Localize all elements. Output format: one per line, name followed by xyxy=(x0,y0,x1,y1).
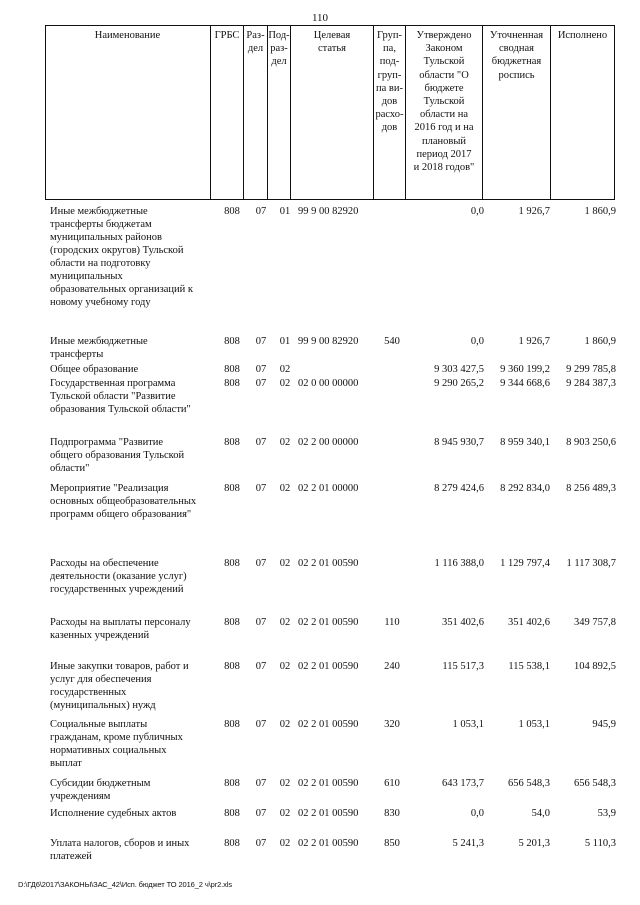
row-name: Иные межбюджетные трансферты xyxy=(50,336,148,360)
row-grbs: 808 xyxy=(224,558,240,569)
row-name: Расходы на обеспечение деятельности (оказание услуг) государственных учреждений xyxy=(50,558,187,595)
row-grbs: 808 xyxy=(224,437,240,448)
header-utochnennaya: Уточненная сводная бюджетная роспись xyxy=(489,30,544,81)
row-celevaya: 02 2 01 00590 xyxy=(298,808,359,819)
row-name: Исполнение судебных актов xyxy=(50,808,177,819)
header-podrazdel: Под- раз- дел xyxy=(268,30,290,68)
row-podrazdel: 02 xyxy=(279,437,291,448)
row-celevaya: 02 2 01 00590 xyxy=(298,778,359,789)
row-grbs: 808 xyxy=(224,336,240,347)
row-utverzhdeno: 115 517,3 xyxy=(442,661,484,672)
row-utverzhdeno: 5 241,3 xyxy=(452,838,484,849)
row-vid: 850 xyxy=(384,838,400,849)
row-vid: 110 xyxy=(384,617,400,628)
row-vid: 540 xyxy=(384,336,400,347)
row-name: Уплата налогов, сборов и иных платежей xyxy=(50,838,190,862)
row-celevaya: 02 2 01 00590 xyxy=(298,838,359,849)
row-grbs: 808 xyxy=(224,661,240,672)
header-bottom-border xyxy=(45,199,615,200)
row-grbs: 808 xyxy=(224,778,240,789)
row-utochnennaya: 5 201,3 xyxy=(518,838,550,849)
row-utverzhdeno: 8 945 930,7 xyxy=(434,437,484,448)
row-utochnennaya: 8 959 340,1 xyxy=(500,437,550,448)
row-ispolneno: 104 892,5 xyxy=(574,661,616,672)
row-name: Общее образование xyxy=(50,364,139,375)
row-name: Иные межбюджетные трансферты бюджетам муниципальных районов (городских округов) Тульской области на подготовку муниципальных образовательных организаций к новому учебному году xyxy=(50,206,193,308)
row-ispolneno: 53,9 xyxy=(597,808,616,819)
row-celevaya: 02 2 01 00590 xyxy=(298,719,359,730)
header-utverzhdeno: Утверждено Законом Тульской области "О бюджете Тульской области на 2016 год и на плановый период 2017 и 2018 годов" xyxy=(413,30,475,174)
table-header xyxy=(45,25,615,200)
row-celevaya: 02 2 01 00000 xyxy=(298,483,359,494)
row-razdel: 07 xyxy=(255,364,267,375)
row-ispolneno: 945,9 xyxy=(592,719,616,730)
row-razdel: 07 xyxy=(255,778,267,789)
row-ispolneno: 9 284 387,3 xyxy=(566,378,616,389)
row-utochnennaya: 351 402,6 xyxy=(508,617,550,628)
row-utochnennaya: 9 344 668,6 xyxy=(500,378,550,389)
row-grbs: 808 xyxy=(224,378,240,389)
header-divider xyxy=(45,25,46,200)
row-podrazdel: 02 xyxy=(279,838,291,849)
row-razdel: 07 xyxy=(255,206,267,217)
header-top-border xyxy=(45,25,615,26)
row-ispolneno: 8 903 250,6 xyxy=(566,437,616,448)
row-celevaya: 02 0 00 00000 xyxy=(298,378,359,389)
row-grbs: 808 xyxy=(224,364,240,375)
header-ispolneno: Исполнено xyxy=(557,30,608,41)
row-grbs: 808 xyxy=(224,838,240,849)
header-name: Наименование xyxy=(94,30,161,41)
header-divider xyxy=(614,25,615,200)
row-celevaya: 99 9 00 82920 xyxy=(298,206,359,217)
row-utverzhdeno: 9 290 265,2 xyxy=(434,378,484,389)
row-name: Государственная программа Тульской области "Развитие образования Тульской области" xyxy=(50,378,191,415)
row-podrazdel: 01 xyxy=(279,336,291,347)
row-name: Иные закупки товаров, работ и услуг для обеспечения государственных (муниципальных) нужд xyxy=(50,661,189,711)
row-ispolneno: 1 117 308,7 xyxy=(566,558,616,569)
row-podrazdel: 02 xyxy=(279,558,291,569)
page-number: 110 xyxy=(311,12,329,24)
header-razdel: Раз- дел xyxy=(246,30,265,55)
header-gruppa: Груп- па, под- груп- па ви- дов расхо- дов xyxy=(375,30,404,134)
row-utverzhdeno: 351 402,6 xyxy=(442,617,484,628)
row-celevaya: 02 2 00 00000 xyxy=(298,437,359,448)
row-razdel: 07 xyxy=(255,661,267,672)
row-name: Мероприятие "Реализация основных общеобразовательных программ общего образования" xyxy=(50,483,197,520)
row-ispolneno: 8 256 489,3 xyxy=(566,483,616,494)
row-podrazdel: 02 xyxy=(279,778,291,789)
row-celevaya: 02 2 01 00590 xyxy=(298,617,359,628)
row-podrazdel: 02 xyxy=(279,661,291,672)
row-razdel: 07 xyxy=(255,719,267,730)
row-razdel: 07 xyxy=(255,437,267,448)
row-ispolneno: 1 860,9 xyxy=(584,206,616,217)
row-utverzhdeno: 0,0 xyxy=(470,206,484,217)
row-grbs: 808 xyxy=(224,808,240,819)
row-razdel: 07 xyxy=(255,378,267,389)
row-utverzhdeno: 1 116 388,0 xyxy=(434,558,484,569)
row-razdel: 07 xyxy=(255,336,267,347)
row-utochnennaya: 54,0 xyxy=(531,808,550,819)
row-podrazdel: 02 xyxy=(279,617,291,628)
row-podrazdel: 02 xyxy=(279,808,291,819)
row-utverzhdeno: 8 279 424,6 xyxy=(434,483,484,494)
row-vid: 240 xyxy=(384,661,400,672)
file-path-footer: D:\ГД6\2017\ЗАКОНЫ\ЗАС_42\Исп. бюджет ТО 2016_2 ч\pr2.xls xyxy=(18,880,233,889)
row-utverzhdeno: 9 303 427,5 xyxy=(434,364,484,375)
row-ispolneno: 349 757,8 xyxy=(574,617,616,628)
row-utochnennaya: 9 360 199,2 xyxy=(500,364,550,375)
row-vid: 830 xyxy=(384,808,400,819)
row-name: Социальные выплаты гражданам, кроме публичных нормативных социальных выплат xyxy=(50,719,183,769)
row-ispolneno: 656 548,3 xyxy=(574,778,616,789)
row-utochnennaya: 1 926,7 xyxy=(518,206,550,217)
row-celevaya: 99 9 00 82920 xyxy=(298,336,359,347)
row-vid: 610 xyxy=(384,778,400,789)
row-podrazdel: 02 xyxy=(279,719,291,730)
row-podrazdel: 02 xyxy=(279,483,291,494)
header-divider xyxy=(550,25,551,200)
row-podrazdel: 02 xyxy=(279,364,291,375)
row-utverzhdeno: 0,0 xyxy=(470,336,484,347)
row-vid: 320 xyxy=(384,719,400,730)
row-razdel: 07 xyxy=(255,808,267,819)
row-celevaya: 02 2 01 00590 xyxy=(298,661,359,672)
row-name: Расходы на выплаты персоналу казенных учреждений xyxy=(50,617,191,641)
row-podrazdel: 01 xyxy=(279,206,291,217)
row-ispolneno: 9 299 785,8 xyxy=(566,364,616,375)
row-razdel: 07 xyxy=(255,838,267,849)
row-grbs: 808 xyxy=(224,206,240,217)
row-utochnennaya: 1 926,7 xyxy=(518,336,550,347)
row-utochnennaya: 656 548,3 xyxy=(508,778,550,789)
row-utverzhdeno: 0,0 xyxy=(470,808,484,819)
header-grbs: ГРБС xyxy=(214,30,240,41)
row-grbs: 808 xyxy=(224,483,240,494)
row-name: Субсидии бюджетным учреждениям xyxy=(50,778,151,802)
row-utochnennaya: 1 053,1 xyxy=(518,719,550,730)
row-razdel: 07 xyxy=(255,558,267,569)
header-celevaya: Целевая статья xyxy=(313,30,351,55)
header-divider xyxy=(210,25,211,200)
row-ispolneno: 1 860,9 xyxy=(584,336,616,347)
row-grbs: 808 xyxy=(224,617,240,628)
row-podrazdel: 02 xyxy=(279,378,291,389)
row-grbs: 808 xyxy=(224,719,240,730)
row-utverzhdeno: 643 173,7 xyxy=(442,778,484,789)
row-utochnennaya: 8 292 834,0 xyxy=(500,483,550,494)
row-utochnennaya: 1 129 797,4 xyxy=(500,558,550,569)
row-razdel: 07 xyxy=(255,617,267,628)
row-utverzhdeno: 1 053,1 xyxy=(452,719,484,730)
row-utochnennaya: 115 538,1 xyxy=(508,661,550,672)
row-razdel: 07 xyxy=(255,483,267,494)
row-ispolneno: 5 110,3 xyxy=(584,838,616,849)
row-celevaya: 02 2 01 00590 xyxy=(298,558,359,569)
row-name: Подпрограмма "Развитие общего образования Тульской области" xyxy=(50,437,185,474)
